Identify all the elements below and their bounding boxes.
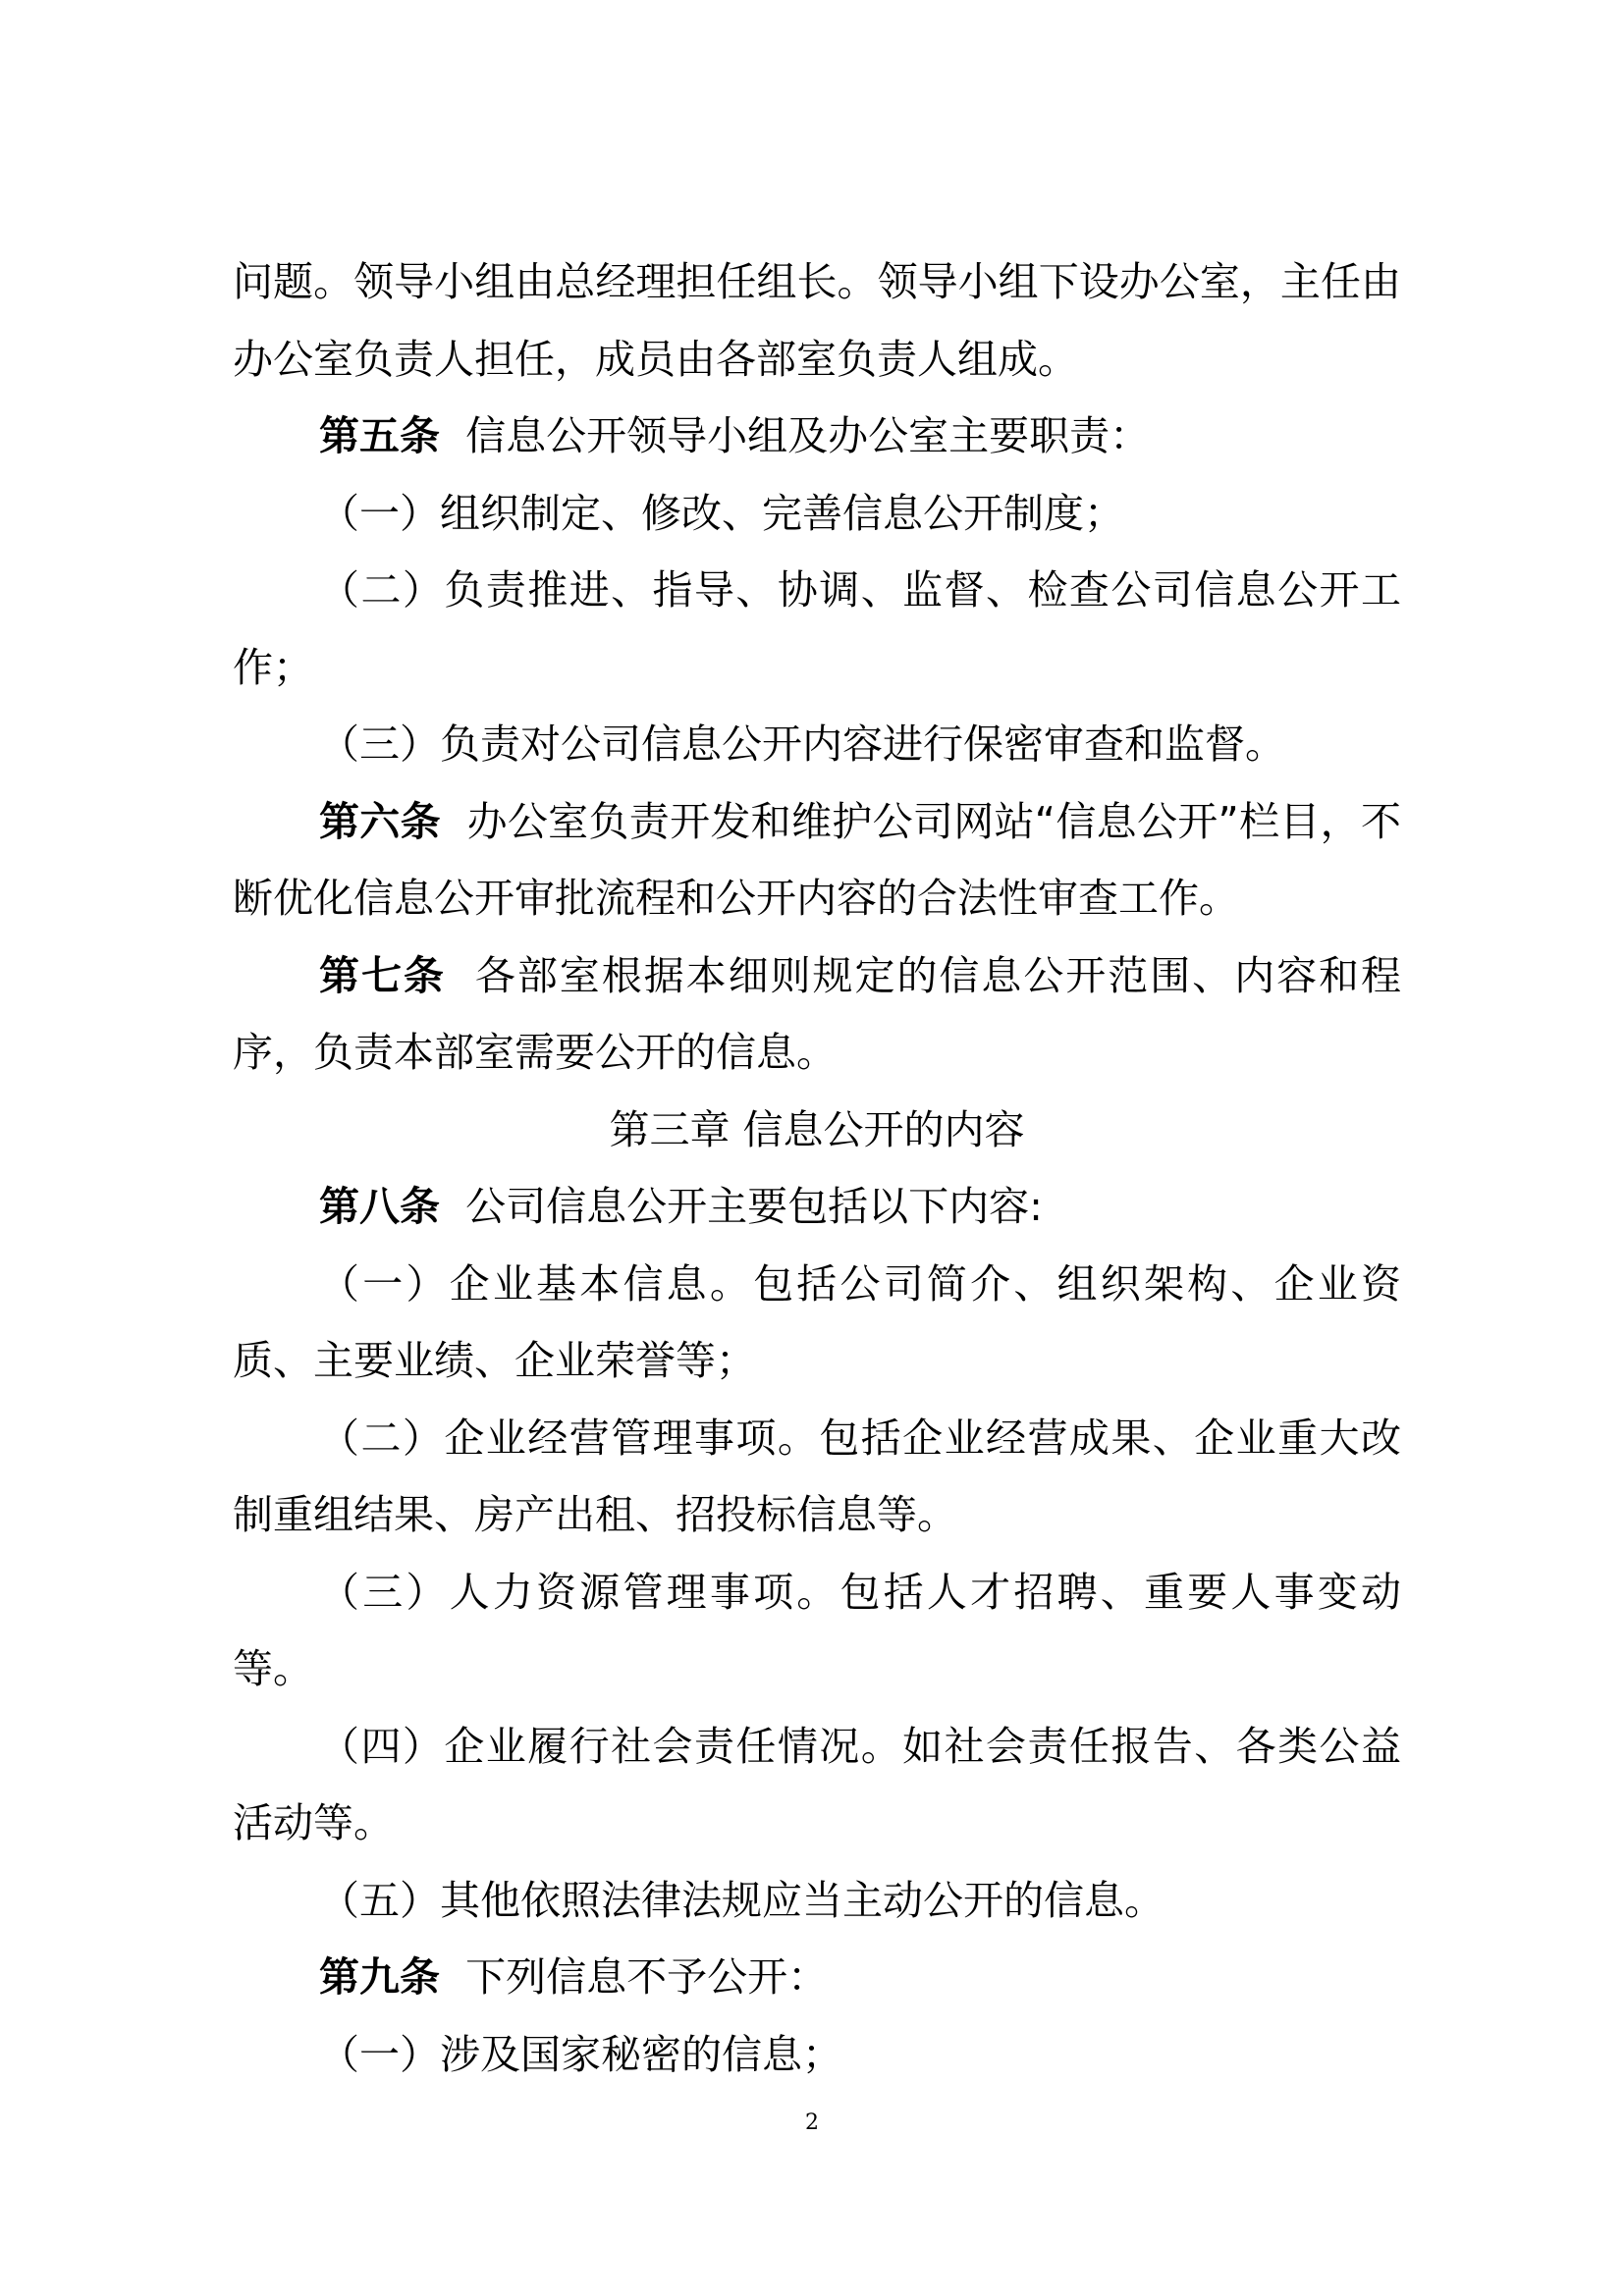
article-label: 第七条	[319, 951, 446, 999]
article-text: 下列信息不予公开：	[465, 1953, 829, 2001]
list-item: （一）企业基本信息。包括公司简介、组织架构、企业资质、主要业绩、企业荣誉等；	[233, 1259, 1401, 1384]
list-item: （二）负责推进、指导、协调、监督、检查公司信息公开工作；	[233, 566, 1401, 691]
article-label: 第六条	[319, 797, 441, 845]
article-label: 第八条	[319, 1183, 440, 1230]
list-item: （一）组织制定、修改、完善信息公开制度；	[319, 489, 1124, 537]
list-item: （四）企业履行社会责任情况。如社会责任报告、各类公益活动等。	[233, 1722, 1401, 1846]
list-item: （三）负责对公司信息公开内容进行保密审查和监督。	[319, 721, 1285, 768]
article-label: 第九条	[319, 1953, 440, 2001]
article-6	[233, 783, 1401, 937]
list-item: （二）企业经营管理事项。包括企业经营成果、企业重大改制重组结果、房产出租、招投标信息等。	[233, 1414, 1401, 1538]
article-text: 办公室负责开发和维护公司网站“信息公开”栏目，不断优化信息公开审批流程和公开内容的合法性审查工作。	[233, 797, 1401, 922]
article-8	[233, 1168, 1401, 1246]
paragraph-continuation: 问题。领导小组由总经理担任组长。领导小组下设办公室，主任由办公室负责人担任，成员由各部室负责人组成。	[233, 258, 1401, 383]
article-5	[233, 398, 1401, 475]
document-body	[233, 243, 1401, 2093]
article-label: 第五条	[319, 412, 440, 459]
article-7	[233, 937, 1401, 1092]
article-text: 信息公开领导小组及办公室主要职责：	[465, 412, 1151, 459]
article-text: 公司信息公开主要包括以下内容:	[465, 1183, 1043, 1230]
page-number: 2	[805, 2110, 819, 2135]
article-text: 各部室根据本细则规定的信息公开范围、内容和程序，负责本部室需要公开的信息。	[233, 951, 1402, 1076]
list-item: （三）人力资源管理事项。包括人才招聘、重要人事变动等。	[233, 1568, 1401, 1692]
chapter-heading: 第三章 信息公开的内容	[609, 1105, 1025, 1153]
list-item: （五）其他依照法律法规应当主动公开的信息。	[319, 1876, 1164, 1924]
article-9	[233, 1939, 1401, 2016]
list-item: （一）涉及国家秘密的信息；	[319, 2030, 842, 2078]
